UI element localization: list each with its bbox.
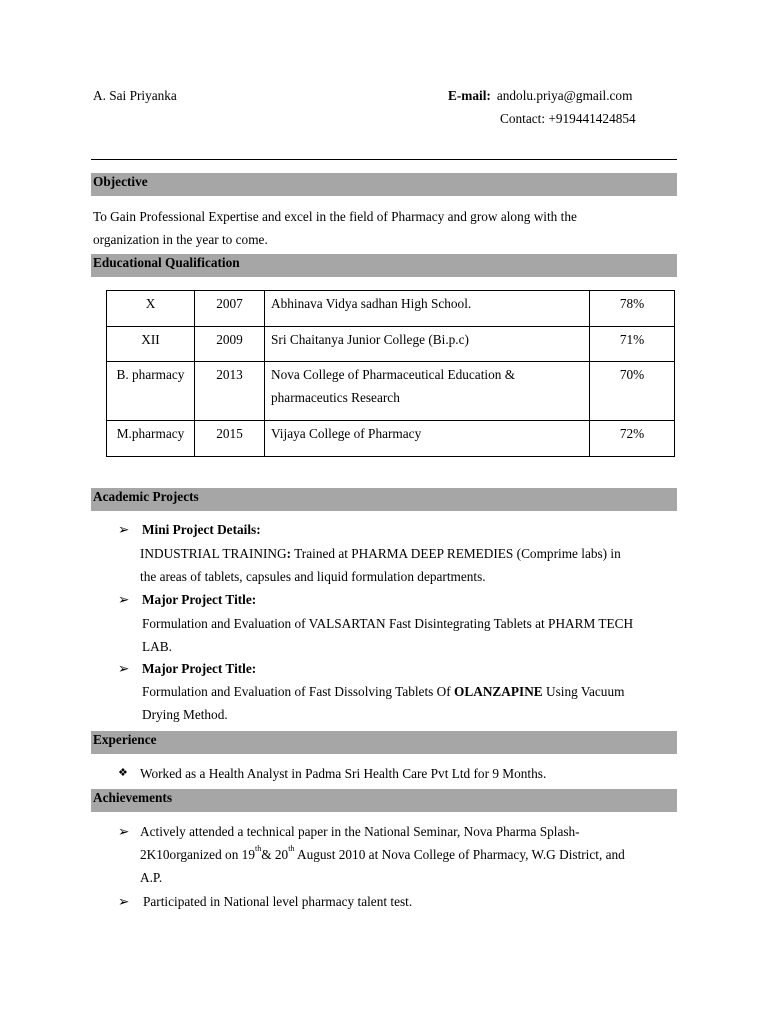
objective-heading: Objective	[91, 173, 677, 196]
major-project-1-line-2: LAB.	[142, 639, 172, 654]
achievements-heading: Achievements	[91, 789, 677, 812]
mini-project-line-1: INDUSTRIAL TRAINING: Trained at PHARMA DEEP REMEDIES (Comprime labs) in	[140, 546, 621, 561]
level-cell: M.pharmacy	[107, 421, 195, 457]
major-project-2-line-2: Drying Method.	[142, 707, 228, 722]
arrow-bullet-icon: ➢	[118, 522, 130, 537]
year-cell: 2013	[195, 362, 265, 421]
arrow-bullet-icon: ➢	[118, 661, 130, 676]
score-cell: 78%	[590, 291, 675, 327]
year-cell: 2009	[195, 327, 265, 362]
major-project-1-title: Major Project Title:	[142, 592, 257, 607]
projects-heading: Academic Projects	[91, 488, 677, 511]
score-cell: 70%	[590, 362, 675, 421]
level-cell: XII	[107, 327, 195, 362]
mini-project-line-2: the areas of tablets, capsules and liquid formulation departments.	[140, 569, 486, 584]
score-cell: 72%	[590, 421, 675, 457]
email-label: E-mail:	[448, 88, 491, 103]
achievement-1-line-1: Actively attended a technical paper in the National Seminar, Nova Pharma Splash-	[140, 824, 580, 839]
achievement-1-line-3: A.P.	[140, 870, 163, 885]
email-line	[448, 88, 632, 104]
table-row	[107, 327, 675, 362]
year-cell: 2015	[195, 421, 265, 457]
experience-heading: Experience	[91, 731, 677, 754]
education-table	[106, 290, 675, 457]
major-project-1-line-1: Formulation and Evaluation of VALSARTAN Fast Disintegrating Tablets at PHARM TECH	[142, 616, 634, 631]
level-cell: X	[107, 291, 195, 327]
experience-item: Worked as a Health Analyst in Padma Sri Health Care Pvt Ltd for 9 Months.	[140, 766, 547, 781]
achievement-2: Participated in National level pharmacy talent test.	[143, 894, 413, 909]
major-project-2-title: Major Project Title:	[142, 661, 257, 676]
arrow-bullet-icon: ➢	[118, 894, 130, 909]
year-cell: 2007	[195, 291, 265, 327]
objective-text	[93, 205, 673, 251]
contact-number: Contact: +919441424854	[500, 111, 636, 126]
objective-line-2: organization in the year to come.	[93, 232, 268, 247]
email-address[interactable]: andolu.priya@gmail.com	[496, 88, 633, 103]
major-project-2-line-1: Formulation and Evaluation of Fast Dissolving Tablets Of OLANZAPINE Using Vacuum	[142, 684, 625, 699]
mini-project-title: Mini Project Details:	[142, 522, 261, 537]
institution-cell: Abhinava Vidya sadhan High School.	[265, 291, 590, 327]
diamond-bullet-icon: ❖	[118, 767, 128, 779]
institution-cell: Sri Chaitanya Junior College (Bi.p.c)	[265, 327, 590, 362]
achievement-1-line-2: 2K10organized on 19th& 20th August 2010 at Nova College of Pharmacy, W.G District, and	[140, 844, 625, 862]
table-row	[107, 421, 675, 457]
header-divider	[91, 159, 677, 160]
objective-line-1: To Gain Professional Expertise and excel in the field of Pharmacy and grow along with the	[93, 209, 577, 224]
candidate-name: A. Sai Priyanka	[93, 88, 177, 103]
arrow-bullet-icon: ➢	[118, 592, 130, 607]
institution-cell: Nova College of Pharmaceutical Education & pharmaceutics Research	[265, 362, 590, 421]
arrow-bullet-icon: ➢	[118, 824, 130, 839]
table-row	[107, 362, 675, 421]
education-heading: Educational Qualification	[91, 254, 677, 277]
score-cell: 71%	[590, 327, 675, 362]
table-row	[107, 291, 675, 327]
institution-cell: Vijaya College of Pharmacy	[265, 421, 590, 457]
level-cell: B. pharmacy	[107, 362, 195, 421]
